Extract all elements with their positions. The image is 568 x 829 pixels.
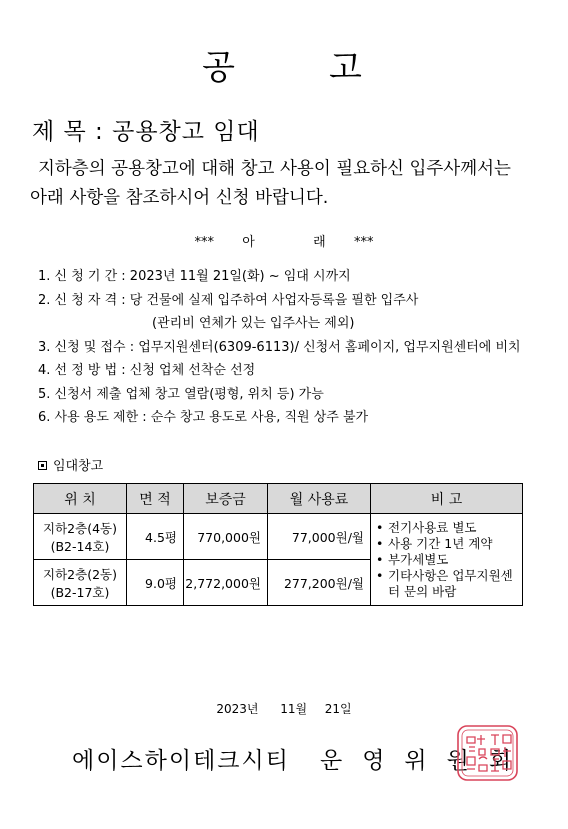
date-month: 11월 — [280, 702, 308, 716]
remarks-list — [376, 520, 518, 600]
remark-item — [376, 536, 518, 552]
intro-line-1: 지하층의 공용창고에 대해 창고 사용이 필요하신 입주사께서는 — [38, 159, 511, 179]
cell-deposit: 2,772,000원 — [184, 560, 268, 606]
cell-location — [34, 514, 127, 560]
cell-area: 9.0평 — [127, 560, 184, 606]
item-5: 5. 신청서 제출 업체 창고 열람(평형, 위치 등) 가능 — [38, 386, 324, 402]
header-deposit: 보증금 — [184, 484, 268, 514]
org-char-5: 회 — [488, 748, 514, 774]
notice-date — [0, 700, 568, 717]
organization-name — [72, 742, 513, 775]
cell-fee: 77,000원/월 — [268, 514, 371, 560]
location-floor: 지하2층(2동) — [43, 566, 117, 582]
bullet-icon: • — [376, 519, 384, 535]
item-4: 4. 선 정 방 법 : 신청 업체 선착순 선정 — [38, 363, 256, 378]
below-char-a: 아 — [242, 235, 255, 250]
remark-item — [376, 520, 518, 536]
remark-text: 기타사항은 업무지원센터 문의 바람 — [388, 567, 513, 599]
remark-text: 전기사용료 별도 — [388, 519, 477, 535]
table-header-row — [34, 484, 523, 514]
item-2-note: (관리비 연체가 있는 입주사는 제외) — [152, 316, 355, 331]
remark-text: 부가세별도 — [388, 551, 449, 567]
title-char-2: 고 — [329, 48, 366, 88]
notice-items — [38, 265, 521, 430]
bullet-icon: • — [376, 551, 384, 567]
below-char-rae: 래 — [313, 235, 326, 250]
table-row — [34, 514, 523, 560]
bullet-icon: • — [376, 567, 384, 583]
location-unit: (B2-17호) — [50, 584, 110, 600]
square-bullet-icon — [38, 461, 47, 470]
item-2: 2. 신 청 자 격 : 당 건물에 실제 입주하여 사업자등록을 필한 입주사 — [38, 292, 419, 308]
notice-title — [0, 40, 568, 89]
remark-item — [376, 568, 518, 600]
stars-right: *** — [353, 235, 374, 250]
header-location: 위 치 — [34, 484, 127, 514]
rental-table — [33, 483, 523, 606]
cell-deposit: 770,000원 — [184, 514, 268, 560]
org-char-2: 영 — [362, 748, 387, 774]
stars-left: *** — [194, 235, 215, 250]
bullet-icon: • — [376, 535, 384, 551]
org-name-main: 에이스하이테크시티 — [72, 748, 290, 774]
cell-location — [34, 560, 127, 606]
org-char-1: 운 — [319, 748, 345, 774]
remark-item — [376, 552, 518, 568]
notice-subject: 제 목 : 공용창고 임대 — [32, 119, 260, 145]
remark-text: 사용 기간 1년 계약 — [388, 535, 493, 551]
date-year: 2023년 — [216, 702, 259, 716]
section-title: 임대창고 — [53, 459, 104, 474]
header-area: 면 적 — [127, 484, 184, 514]
below-heading — [0, 231, 568, 250]
official-seal-icon — [455, 723, 520, 783]
title-char-1: 공 — [202, 48, 239, 88]
item-1: 1. 신 청 기 간 : 2023년 11월 21일(화) ~ 임대 시까지 — [38, 269, 351, 284]
header-fee: 월 사용료 — [268, 484, 371, 514]
item-3: 3. 신청 및 접수 : 업무지원센터(6309-6113)/ 신청서 홈페이지, 업무지원센터에 비치 — [38, 339, 521, 355]
section-heading — [38, 455, 103, 474]
item-6: 6. 사용 용도 제한 : 순수 창고 용도로 사용, 직원 상주 불가 — [38, 410, 369, 425]
intro-paragraph — [30, 155, 545, 213]
intro-line-2: 아래 사항을 참조하시어 신청 바랍니다. — [30, 188, 329, 208]
header-remarks: 비 고 — [371, 484, 523, 514]
org-char-3: 위 — [404, 748, 429, 774]
cell-fee: 277,200원/월 — [268, 560, 371, 606]
date-day: 21일 — [324, 702, 352, 716]
cell-remarks — [371, 514, 523, 606]
location-unit: (B2-14호) — [50, 538, 110, 554]
location-floor: 지하2층(4동) — [43, 520, 117, 536]
org-char-4: 원 — [446, 748, 471, 774]
cell-area: 4.5평 — [127, 514, 184, 560]
